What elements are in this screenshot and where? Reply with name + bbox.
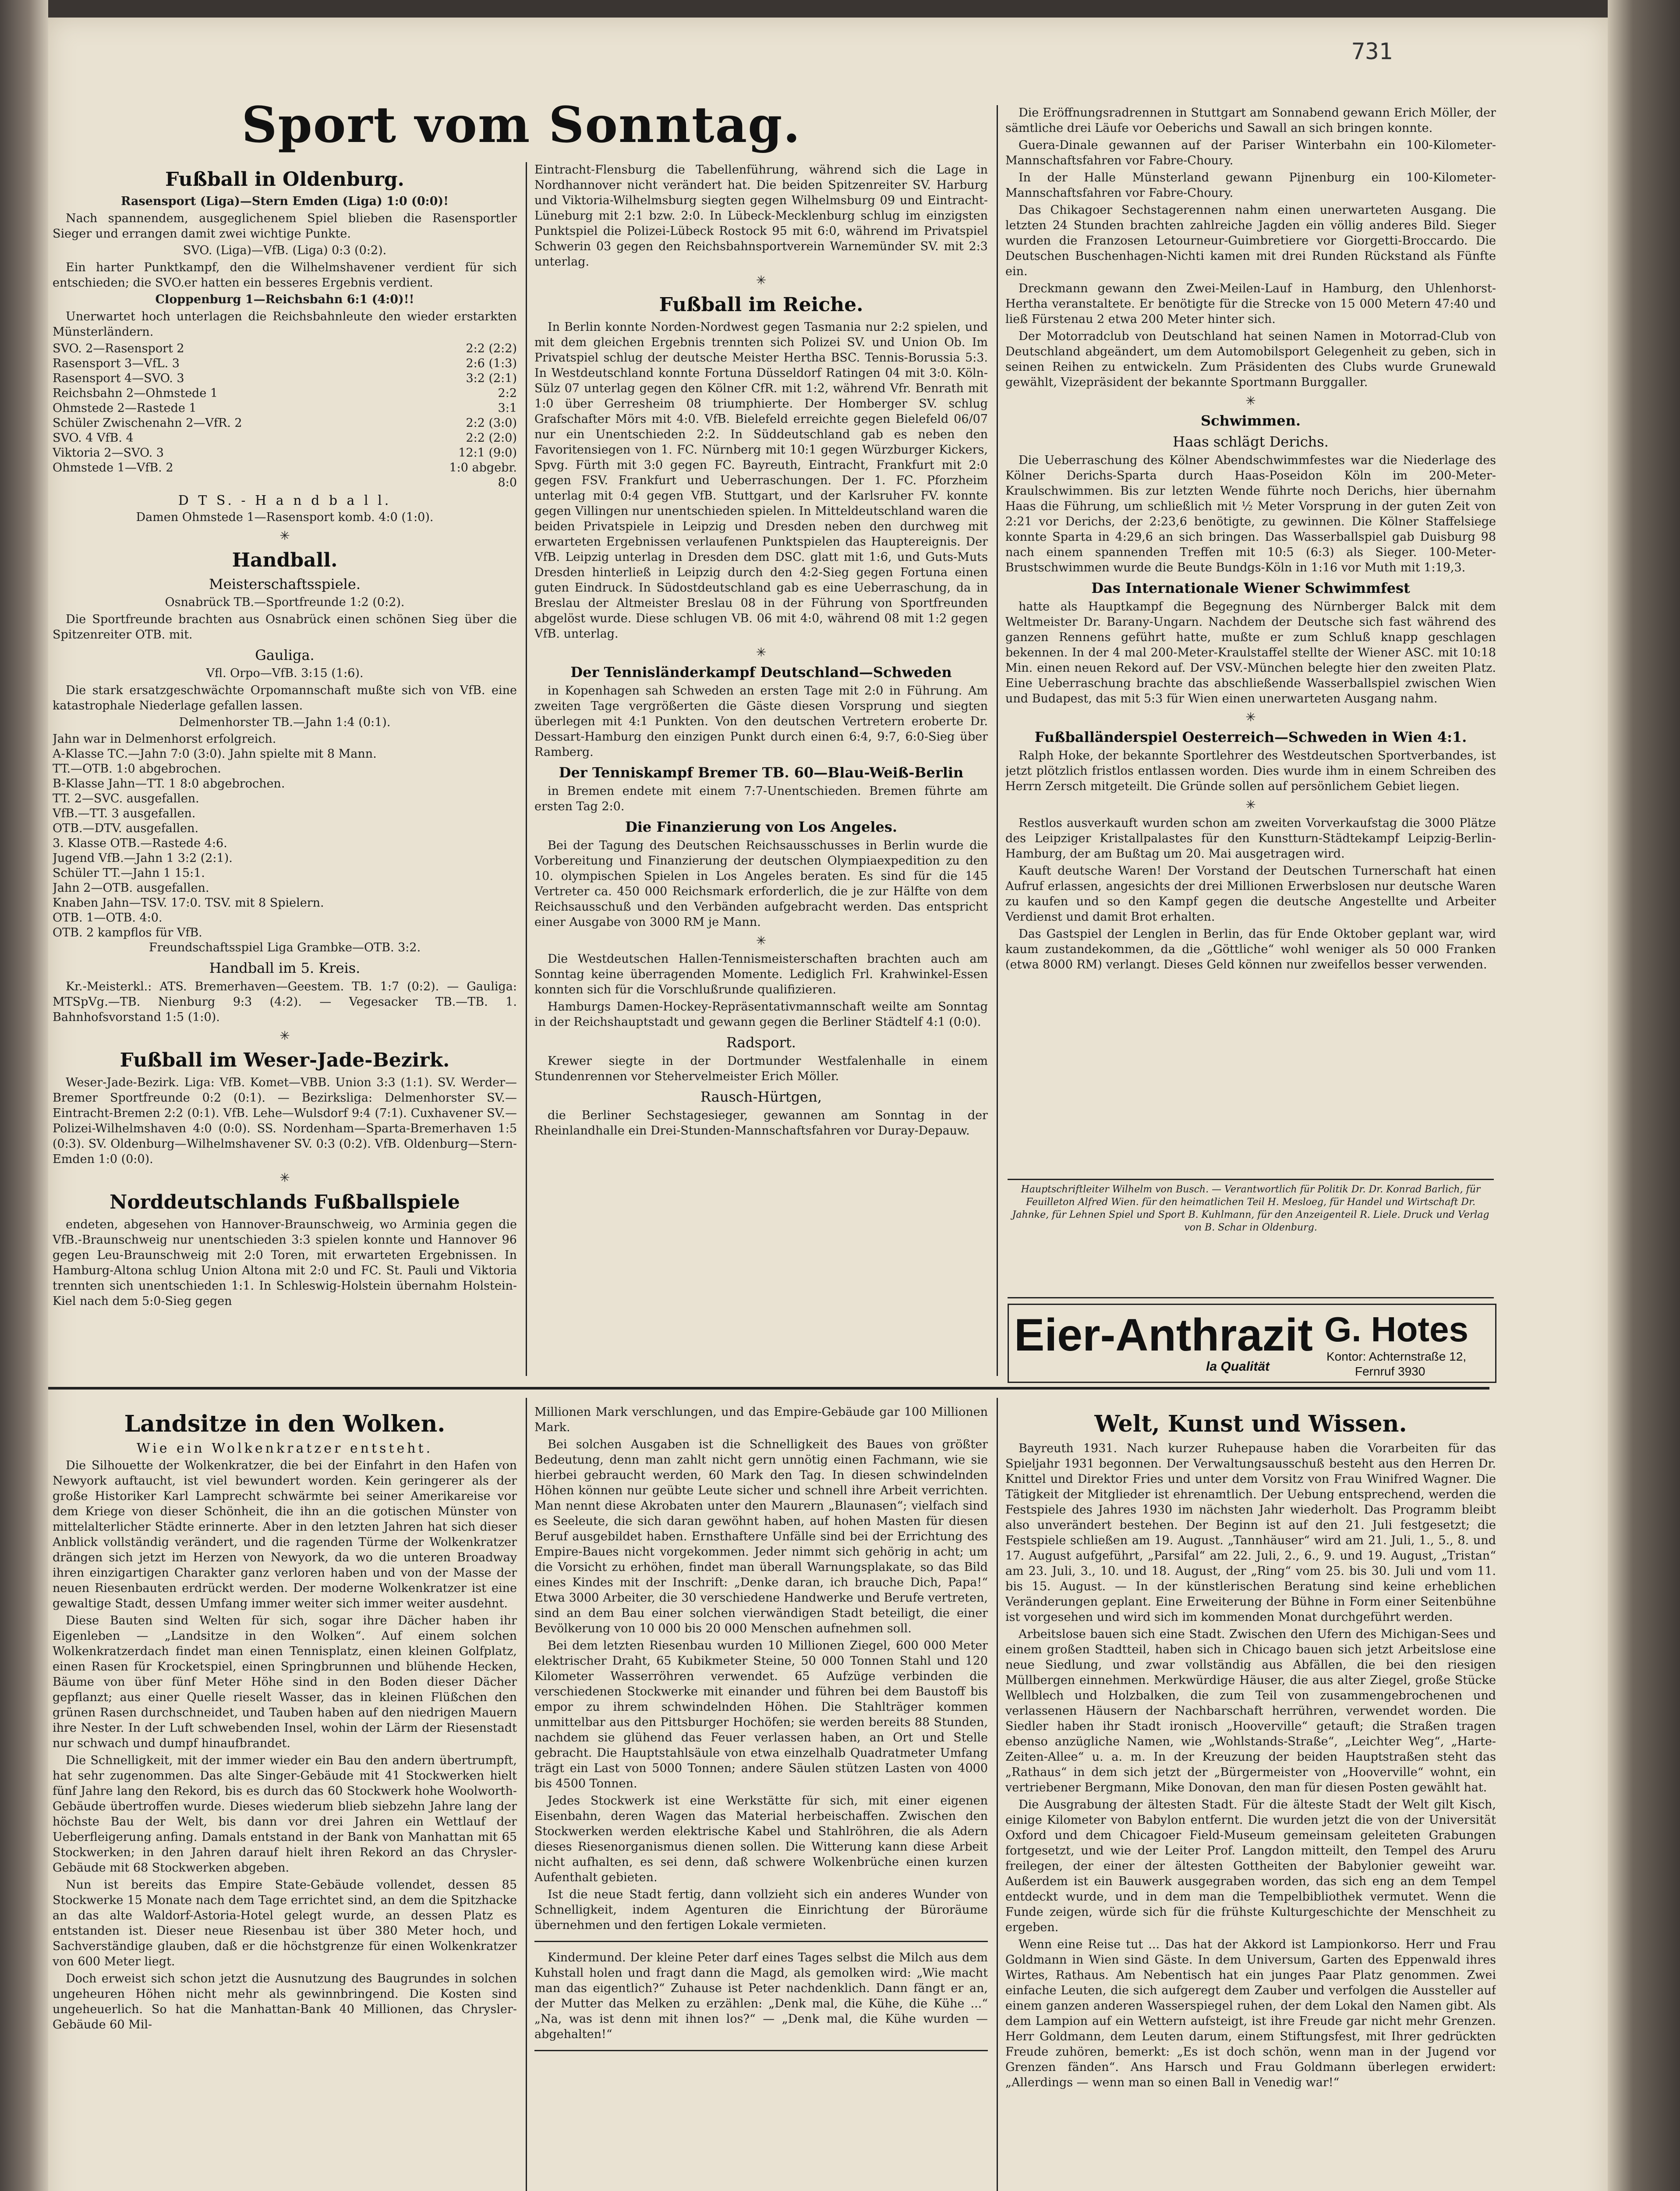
paragraph: Die stark ersatzgeschwächte Orpomannschaft mußte sich von VfB. eine katastrophale Niederlage gefallen lassen. [53,684,517,713]
paragraph: Wenn eine Reise tut ... Das hat der Akkord ist Lampionkorso. Herr und Frau Goldmann in Wien sind Gäste. In dem Universum, Garten des Eppenwald ihres Wirtes, Rathaus. Am Nebentisch hat ein junges Paar Platz genommen. Zwei einfache Leuten, die sich aufgeregt dem Zauber und verfolgen die Aussteller auf einem ganzen anderen Wasserspiegel ruhen, der dem Lokal den Namen gibt. Als dem Lampion auf ein Wettern aufsteigt, ist ihre Freude gar nicht mehr Grenzen. Herr Goldmann, dem Leuten darum, einem Stiftungsfest, mit Ihrer gedrückten Freude zuhören, bemerkt: „Es ist doch schön, wenn man in der Jugend vor Grenzen fänden“. Ans Harsch und Frau Goldmann überlegen erwidert: „Allerdings — wenn man so einen Ball in Venedig war!“ [1005,1938,1496,2089]
paragraph: Nun ist bereits das Empire State-Gebäude vollendet, dessen 85 Stockwerke 15 Monate nach dem Tage errichtet sind, an dem die Spitzhacke an das alte Waldorf-Astoria-Hotel gelegt wurde, an dessen Platz es entstanden ist. Dieser neue Riesenbau ist über 380 Meter hoch, und Sachverständige glauben, daß er die höchstgrenze für einen Wolkenkratzer von 600 Meter liegt. [53,1878,517,1968]
paragraph: Krewer siegte in der Dortmunder Westfalenhalle in einem Stundenrennen vor Stehervelmeister Erich Möller. [534,1054,988,1083]
page-number: 731 [1351,39,1393,65]
table-row: Reichsbahn 2—Ohmstede 1 2:2 [53,386,517,400]
column-rule [526,162,527,1376]
result-line: B-Klasse Jahn—TT. 1 8:0 abgebrochen. [53,777,285,791]
imprint [1008,1183,1494,1293]
result-line: TT. 2—SVC. ausgefallen. [53,792,199,805]
paragraph: Weser-Jade-Bezirk. Liga: VfB. Komet—VBB. Union 3:3 (1:1). SV. Werder—Bremer Sportfreunde 0:2 (0:1). — Bezirksliga: Delmenhorster SV.—Eintracht-Bremen 2:2 (0:1). VfB. Lehe—Wulsdorf 9:4 (7:1). Cuxhavener SV.—Polizei-Wilhelmshaven 4:0 (0:0). SS. Nordenham—Sparta-Bremerhaven 1:5 (0:3). SV. Oldenburg—Wilhelmshavener SV. 0:3 (0:2). VfB. Oldenburg—Stern-Emden 1:0 (0:0). [53,1076,517,1166]
paragraph: Die Silhouette der Wolkenkratzer, die bei der Einfahrt in den Hafen von Newyork auftaucht, ist viel bewundert worden. Kein geringerer als der große Historiker Karl Lamprecht schwärmte bei seiner Amerikareise vor dem Kriege von dieser Schönheit, die ihn an die gotischen Münster von mittelalterlicher Städte erinnerte. Aber in den letzten Jahren hat sich dieser Anblick vollständig verändert, und die ragenden Türme der Wolkenkratzer drängen sich jetzt im Herzen von Newyork, da wo die unteren Broadway ihren einzigartigen Charakter ganz verloren haben und von der Masse der neuen Riesenbauten erdrückt werden. Der moderne Wolkenkratzer ist eine gewaltige Stadt, dessen Umfang immer weiter sich immer weiter ausdehnt. [53,1459,517,1610]
results-table [53,341,517,490]
separator-rule [534,2050,988,2051]
table-row: Ohmstede 1—VfB. 2 1:0 abgebr. [53,461,517,475]
paragraph: endeten, abgesehen von Hannover-Braunschweig, wo Arminia gegen die VfB.-Braunschweig nur unentschieden 3:3 spielen konnte und Hannover 96 gegen Leu-Braunschweig mit 2:0 Toren, mit erwarteten Ergebnissen. In Hamburg-Altona schlug Union Altona mit 2:0 und FC. St. Pauli und Viktoria trennten sich unentschieden 1:1. In Schleswig-Holstein übernahm Holstein-Kiel nach dem 5:0-Sieg gegen [53,1218,517,1308]
paragraph: Jedes Stockwerk ist eine Werkstätte für sich, mit einer eigenen Eisenbahn, deren Wagen das Material herbeischaffen. Zwischen den Stockwerken werden elektrische Kabel und Stahlröhren, die als Adern dieses Riesenorganismus dienen sollen. Die Witterung kann diese Arbeit nicht aufhalten, es sei denn, daß schwere Wolkenbrüche einen kurzen Aufenthalt gebieten. [534,1794,988,1884]
match-result: Delmenhorster TB.—Jahn 1:4 (0:1). [179,716,391,729]
separator-star: ✳ [1245,798,1256,812]
sport-column-1 [53,162,517,1385]
subheading-meisterschaft: Meisterschaftsspiele. [209,576,361,592]
result-line: TT.—OTB. 1:0 abgebrochen. [53,762,221,776]
separator-star: ✳ [1245,394,1256,408]
match-result: Damen Ohmstede 1—Rasensport komb. 4:0 (1:0). [136,511,434,524]
paragraph: Das Chikagoer Sechstagerennen nahm einen unerwarteten Ausgang. Die letzten 24 Stunden brachten zahlreiche Jagden ein völlig anderes Bild. Sieger wurden die Franzosen Letourneur-Guimbretiere vor Giorgetti-Broccardo. Die Deutschen Buschenhagen-Nichti kamen mit drei Runden Rückstand als Fünfte ein. [1005,203,1496,278]
match-result: Vfl. Orpo—VfB. 3:15 (1:6). [206,667,364,680]
result-line: OTB. 1—OTB. 4:0. [53,911,163,925]
subheading-gauliga: Gauliga. [255,647,315,663]
heading-haas-derichs: Haas schlägt Derichs. [1173,433,1329,450]
table-row: Schüler Zwischenahn 2—VfR. 2 2:2 (3:0) [53,416,517,430]
heading-fussball-laenderspiel: Fußballänderspiel Oesterreich—Schweden in Wien 4:1. [1034,729,1467,745]
table-row: SVO. 4 VfB. 4 2:2 (2:0) [53,431,517,445]
separator-star: ✳ [756,933,767,948]
paragraph: die Berliner Sechstagesieger, gewannen am Sonntag in der Rheinlandhalle ein Drei-Stunden-Mannschaftsfahren vor Duray-Depauw. [534,1109,988,1138]
sport-column-2 [534,162,988,1385]
feuilleton-column-3 [1005,1404,1496,2191]
heading-schwimmen: Schwimmen. [1200,412,1301,429]
paragraph: Bei solchen Ausgaben ist die Schnelligkeit des Baues von größter Bedeutung, denn man zahlt nicht gern unnötig einen Fachmann, wie sie hierbei gebraucht werden, 60 Mark den Tag. In diesen schwindelnden Höhen können nur geübte Leute sicher und schnell ihre Arbeit verrichten. Man nennt diese Akrobaten unter den Maurern „Blaunasen“; vielfach sind es Seeleute, die sich daran gewöhnt haben, auf hohen Masten für diesen Beruf ausgebildet haben. Ernsthaftere Unfälle sind bei der Errichtung des Empire-Baues nicht vorgekommen. Jeder nimmt sich gehörig in acht; um die Vorsicht zu erhöhen, findet man überall Warnungsplakate, so das Bild eines Kindes mit der Inschrift: „Denke daran, ich brauche Dich, Papa!“ Etwa 3000 Arbeiter, die 30 verschiedene Handwerke und Berufe vertreten, sind an dem Bau einer solchen vierwändigen Stadt beteiligt, die einer Bevölkerung von 10 000 bis 20 000 Menschen aufnehmen soll. [534,1438,988,1635]
table-row: Ohmstede 2—Rastede 1 3:1 [53,401,517,415]
imprint-rule [1008,1297,1494,1298]
heading-handball: Handball. [232,549,338,571]
article-title: Landsitze in den Wolken. [124,1411,446,1437]
paragraph: Eintracht-Flensburg die Tabellenführung, während sich die Lage in Nordhannover nicht verändert hat. Die beiden Spitzenreiter SV. Harburg und Viktoria-Wilhelmsburg siegten gegen Wilhelmsburg 09 und Eintracht-Lüneburg mit 2:1 bzw. 2:0. In Lübeck-Mecklenburg schlug im einzigsten Punktspiel die Polizei-Lübeck Rostock 95 mit 6:0, während im Privatspiel Schwerin 03 gegen den Reichsbahnsportverein Warnemünder SV. mit 2:3 unterlag. [534,163,988,269]
subheading-dts-handball: D T S. - H a n d b a l l. [178,493,392,508]
heading-norddeutschland: Norddeutschlands Fußballspiele [110,1191,460,1213]
paragraph: Doch erweist sich schon jetzt die Ausnutzung des Baugrundes in solchen ungeheuren Höhen nicht mehr als gewinnbringend. Die Kosten sind ungeheuerlich. So hat die Manhattan-Bank 40 Millionen, das Chrysler-Gebäude 60 Mil- [53,1972,517,2031]
separator-star: ✳ [756,645,767,659]
paragraph: Der Motorradclub von Deutschland hat seinen Namen in Motorrad-Club von Deutschland abgeändert, um dem Automobilsport Gelegenheit zu geben, sich in seinen Reihen zu entwickeln. Zum Präsidenten des Clubs wurde Grunewald gewählt, Vizepräsident der bekannte Sportmann Burggaller. [1005,330,1496,389]
separator-star: ✳ [756,273,767,287]
page-edge-shadow [1608,0,1680,2191]
separator-star: ✳ [1245,710,1256,724]
paragraph: Bei dem letzten Riesenbau wurden 10 Millionen Ziegel, 600 000 Meter elektrischer Draht, 65 Kubikmeter Steine, 50 000 Tonnen Stahl und 120 Kilometer Wasserröhren verwendet. 65 Aufzüge verbinden die verschiedenen Stockwerke mit einander und führen bei dem Baustoff bis empor zu ihrem schwindelnden Höhen. Die Stahlträger kommen unmittelbar aus den Pittsburger Hochöfen; sie werden bereits 88 Stunden, nachdem sie glühend das Feuer verlassen haben, an Ort und Stelle gebracht. Die Hauptstahlsäule von etwa einzelhalb Quadratmeter Umfang trägt ein Last von 5000 Tonnen; andere Säulen stützen Lasten von 4000 bis 4500 Tonnen. [534,1639,988,1790]
paragraph: Nach spannendem, ausgeglichenem Spiel blieben die Rasensportler Sieger und errangen damit zwei wichtige Punkte. [53,212,517,241]
heading-fussball-reich: Fußball im Reiche. [659,294,863,316]
result-line: OTB. 2 kampflos für VfB. [53,926,202,940]
match-result: Cloppenburg 1—Reichsbahn 6:1 (4:0)!! [155,293,414,306]
result-line: Knaben Jahn—TSV. 17:0. TSV. mit 8 Spielern. [53,896,324,910]
separator-star: ✳ [279,1028,290,1043]
sport-column-3 [1005,105,1496,1174]
separator-rule [534,1941,988,1942]
table-row: SVO. 2—Rasensport 2 2:2 (2:2) [53,342,517,355]
column-rule [997,1398,998,2191]
ad-phone: Fernruf 3930 [1355,1365,1425,1378]
advertisement-eier-anthrazit [1008,1304,1496,1383]
heading-finanzierung: Die Finanzierung von Los Angeles. [625,819,897,835]
paragraph: Kr.-Meisterkl.: ATS. Bremerhaven—Geestem. TB. 1:7 (0:2). — Gauliga: MTSpVg.—TB. Nienburg 9:3 (4:2). — Vegesacker TB.—TB. 1. Bahnhofsvorstand 1:5 (1:0). [53,980,517,1024]
paragraph: Bei der Tagung des Deutschen Reichsausschusses in Berlin wurde die Vorbereitung und Finanzierung der deutschen Olympiaexpedition zu den 10. olympischen Spielen in Los Angeles beraten. Es sind für die 145 Vertreter ca. 450 000 Reichsmark erforderlich, die je zur Hälfte von dem Reichsausschuß und den Verbänden aufgebracht werden. Das entspricht einer Ausgabe von 3000 RM je Mann. [534,839,988,929]
newspaper-page [48,18,1608,2191]
paragraph: Die Schnelligkeit, mit der immer wieder ein Bau den andern übertrumpft, hat sehr zugenommen. Das alte Singer-Gebäude mit 41 Stockwerken hielt fünf Jahre lang den Rekord, bis es durch das 60 Stockwerk hohe Woolworth-Gebäude übertroffen wurde. Dieses wiederum blieb siebzehn Jahre lang der höchste Bau der Welt, bis dann vor drei Jahren ein Wettlauf der Ueberfleigerung anfing. Damals entstand in der Bank von Manhattan mit 65 Stockwerken; in den Jahren darauf hielt ihren Rekord an das Chrysler-Gebäude mit 68 Stockwerken abgeben. [53,1754,517,1875]
ad-title: Eier-Anthrazit [1014,1310,1313,1361]
paragraph: Die Eröffnungsradrennen in Stuttgart am Sonnabend gewann Erich Möller, der sämtliche drei Läufe vor Oeberichs und Sawall an sich bringen konnte. [1005,106,1496,135]
table-row: Viktoria 2—SVO. 3 12:1 (9:0) [53,446,517,460]
paragraph: Hamburgs Damen-Hockey-Repräsentativmannschaft weilte am Sonntag in der Reichshauptstadt und gewann gegen die Berliner Städtelf 4:1 (0:0). [534,1000,988,1029]
column-rule [997,105,998,1376]
paragraph: Ein harter Punktkampf, den die Wilhelmshavener verdient für sich entschieden; die SVO.er hatten ein besseres Ergebnis verdient. [53,261,517,290]
result-line: 3. Klasse OTB.—Rastede 4:6. [53,837,227,850]
paragraph: Restlos ausverkauft wurden schon am zweiten Vorverkaufstag die 3000 Plätze des Leipziger Kristallpalastes für den Kunstturn-Städtekampf Leipzig-Berlin-Hamburg, der am Bußtag um 20. Mai ausgetragen wird. [1005,816,1496,861]
paragraph: Ist die neue Stadt fertig, dann vollzieht sich ein anderes Wunder von Schnelligkeit, indem Agenturen die Einrichtung der Büroräume übernehmen und den fertigen Lokale vermieten. [534,1888,988,1932]
heading-weser-jade: Fußball im Weser-Jade-Bezirk. [120,1049,450,1071]
table-row: 8:0 [498,476,517,489]
table-row: Rasensport 3—VfL. 3 2:6 (1:3) [53,357,517,370]
article-subtitle: Wie ein Wolkenkratzer entsteht. [136,1441,433,1456]
result-line: OTB.—DTV. ausgefallen. [53,822,199,835]
heading-radsport: Radsport. [726,1034,796,1051]
result-line: Jugend VfB.—Jahn 1 3:2 (2:1). [53,851,233,865]
separator-star: ✳ [279,528,290,543]
paragraph: Unerwartet hoch unterlagen die Reichsbahnleute den wieder erstarkten Münsterländern. [53,310,517,339]
ad-quality: la Qualität [1206,1359,1270,1374]
imprint-text: Hauptschriftleiter Wilhelm von Busch. — Verantwortlich für Politik Dr. Dr. Konrad Barlich, für Feuilleton Alfred Wien. für den heimatlichen Teil H. Mesloeg, für Handel und Wirtschaft Dr. Jahnke, für Lehnen Spiel und Sport B. Kuhlmann, für den Anzeigenteil R. Liele. Druck und Verlag von B. Schar in Oldenburg. [1012,1184,1489,1233]
heading-tenniskampf-bremen: Der Tenniskampf Bremer TB. 60—Blau-Weiß-Berlin [559,764,964,781]
paragraph: In Berlin konnte Norden-Nordwest gegen Tasmania nur 2:2 spielen, und mit dem gleichen Ergebnis trennten sich Polizei SV. und Union Ob. Im Privatspiel schlug der deutsche Meister Hertha BSC. Tennis-Borussia 5:3. In Westdeutschland konnte Fortuna Düsseldorf Ratingen 04 mit 3:0. Köln-Sülz 07 unterlag gegen den Kölner CfR. mit 1:2, während Vfr. Benrath mit 1:0 über Gerresheim 08 triumphierte. Der Homberger SV. schlug Grafschafter Mörs mit 4:0. VfB. Bielefeld erreichte gegen Bielefeld 06/07 nur ein Unentschieden 2:2. In Süddeutschland gab es neben den Favoritensiegen von 1. FC. Nürnberg mit 10:1 gegen Würzburger Kickers, Spvg. Fürth mit 3:0 gegen FC. Bayreuth, Eintracht, Frankfurt mit 2:0 gegen FSV. Frankfurt und Ueberraschungen. Der 1. FC. Pforzheim unterlag mit 0:4 gegen VfB. Stuttgart, und der Karlsruher FV. konnte gegen Villingen nur unentschieden spielen. In Mitteldeutschland waren die beiden Privatspiele in Leipzig und Dresden neben den durchweg mit erwarteten Ergebnissen verlaufenen Punktspielen das Hauptereignis. Der VfB. Leipzig unterlag in Dresden dem DSC. glatt mit 1:6, und Guts-Muts Dresden hinterließ in Leipzig durch den 4:2-Sieg gegen Fortuna einen guten Eindruck. In Südostdeutschland gab es eine Ueberraschung, da in Breslau der Altmeister Breslau 08 in der Führung von Sportfreunden abgelöst wurde. Diese schlugen VB. 06 mit 4:0, während 08 mit 1:2 gegen VfB. unterlag. [534,320,988,641]
ad-firm: G. Hotes [1324,1310,1468,1349]
separator-star: ✳ [279,1170,290,1185]
result-line: Jahn war in Delmenhorst erfolgreich. [53,732,276,746]
column-rule [526,1398,527,2191]
heading-wiener-schwimmfest: Das Internationale Wiener Schwimmfest [1091,580,1410,596]
heading-rausch-huertgen: Rausch-Hürtgen, [700,1088,822,1105]
heading-fussball-oldenburg: Fußball in Oldenburg. [165,168,404,191]
paragraph: Das Gastspiel der Lenglen in Berlin, das für Ende Oktober geplant war, wird kaum zustandekommen, da die „Göttliche“ wohl weniger als 50 000 Franken (etwa 8000 RM) verlangt. Dieses Geld können nur zweifellos besser verwenden. [1005,927,1496,971]
paragraph: Kindermund. Der kleine Peter darf eines Tages selbst die Milch aus dem Kuhstall holen und fragt dann die Magd, als gemolken wird: „Wie macht man das eigentlich?“ Zuhause ist Peter nachdenklich. Dann fängt er an, der Mutter das Melken zu erzählen: „Denk mal, die Kühe, die Kühe ...“ „Na, was ist denn mit ihnen los?“ — „Denk mal, die Kühe wurden — abgehalten!“ [534,1951,988,2041]
paragraph: Die Westdeutschen Hallen-Tennismeisterschaften brachten auch am Sonntag keine überragenden Momente. Lediglich Frl. Krahwinkel-Essen konnten sich für die Vorschlußrunde qualifizieren. [534,952,988,996]
paragraph: Die Ueberraschung des Kölner Abendschwimmfestes war die Niederlage des Kölner Derichs-Sparta durch Haas-Poseidon Köln im 200-Meter-Kraulschwimmen. Bis zur letzten Wende führte noch Derichs, hier übernahm Haas die Führung, um schließlich mit ½ Meter Vorsprung in der guten Zeit von 2:21 vor Derichs, der 2:23,6 benötigte, zu gewinnen. Die Kölner Staffelsiege konnte Sparta in 4:29,6 an sich bringen. Das Wasserballspiel gab Duisburg 98 nach einem spannenden Treffen mit 10:5 (6:3) als Sieger. 100-Meter-Brustschwimmen wurde die Beute Bundgs-Köln in 1:16 vor Muth mit 1:19,3. [1005,454,1496,574]
sport-section-title: Sport vom Sonntag. [241,96,801,154]
paragraph: In der Halle Münsterland gewann Pijnenburg ein 100-Kilometer-Mannschaftsfahren vor Fabre-Choury. [1005,171,1496,200]
section-divider [48,1387,1489,1390]
ad-address: Kontor: Achternstraße 12, [1326,1350,1467,1363]
paragraph: Die Ausgrabung der ältesten Stadt. Für die älteste Stadt der Welt gilt Kisch, einige Kilometer von Babylon entfernt. Die wurden jetzt die von der Universität Oxford und dem Chicagoer Field-Museum gemeinsam geleiteten Grabungen fortgesetzt, und wie der Leiter Prof. Langdon mitteilt, den Tempel des Aruru freilegen, der einer der ältesten Gottheiten der Babylonier geweiht war. Außerdem ist ein Bauwerk ausgegraben worden, das sich eng an dem Tempel entdeckt wurde, und in dem man die Tempelbibliothek vermutet. Wenn die Funde zeigen, würde sich für die frühste Kulturgeschichte der Menschheit zu ergeben. [1005,1798,1496,1934]
paragraph: Ralph Hoke, der bekannte Sportlehrer des Westdeutschen Sportverbandes, ist jetzt plötzlich fristlos entlassen worden. Dies wurde ihm in einem Schreiben des Herrn Zersch mitgeteilt. Die Gründe sollen auf persönlichem Gebiet liegen. [1005,749,1496,793]
match-result: Rasensport (Liga)—Stern Emden (Liga) 1:0 (0:0)! [121,195,449,208]
paragraph: Dreckmann gewann den Zwei-Meilen-Lauf in Hamburg, den Uhlenhorst-Hertha veranstaltete. Er benötigte für die Strecke von 15 000 Metern 47:40 und ließ Fürstenau 2 etwa 200 Meter hinter sich. [1005,282,1496,326]
paragraph: Diese Bauten sind Welten für sich, sogar ihre Dächer haben ihr Eigenleben — „Landsitze in den Wolken“. Auf einem solchen Wolkenkratzerdach findet man einen Tennisplatz, einen kleinen Golfplatz, einen Rasen für Krocketspiel, einen Springbrunnen und blühende Hecken, Bäume von über fünf Meter Höhe sind in den Boden dieser Dächer gepflanzt; aus einer Quelle rieselt Wasser, das in kleinen Flüßchen den grünen Rasen durchschneidet, und Tauben haben auf den niedrigen Mauern ihre Nester. In der Luft schwebenden Insel, wohin der Lärm der Riesenstadt nur schwach und dumpf hinaufbrandet. [53,1614,517,1750]
subheading-handball-kreis: Handball im 5. Kreis. [209,960,361,976]
feuilleton-column-1 [53,1404,517,2191]
article-title: Welt, Kunst und Wissen. [1094,1411,1407,1437]
paragraph: Guera-Dinale gewannen auf der Pariser Winterbahn ein 100-Kilometer-Mannschaftsfahren vor Fabre-Choury. [1005,138,1496,167]
book-spine-shadow [0,0,48,2191]
paragraph: in Kopenhagen sah Schweden an ersten Tage mit 2:0 in Führung. Am zweiten Tage vergrößerten die Gäste diesen Vorsprung und siegten überlegen mit 4:1 Punkten. Von den deutschen Vertretern eroberte Dr. Dessart-Hamburg den einzigen Punkt durch einen 6:4, 9:7, 6:0-Sieg über Ramberg. [534,684,988,759]
paragraph: Arbeitslose bauen sich eine Stadt. Zwischen den Ufern des Michigan-Sees und einem großen Stadtteil, haben sich in Chicago bauen sich jetzt Arbeitslose eine neue Siedlung, und zwar vollständig aus Abfällen, die bei den riesigen Müllbergen einnehmen. Merkwürdige Häuser, die aus alter Ziegel, große Stücke Wellblech und Holzbalken, die zum Teil von zusammengebrochenen und verlassenen Häusern der Nachbarschaft herrühren, verwendet worden. Die Siedler haben ihr Stadt ironisch „Hooverville“ getauft; die Straßen tragen ebenso anzügliche Namen, wie „Wohlstands-Straße“, „Leichter Weg“, „Harte-Zeiten-Allee“ u. a. m. In der Kreuzung der beiden Hauptstraßen steht das „Rathaus“ in dem sich jetzt der „Bürgermeister von „Hooverville“ wohnt, ein vertriebener Bergmann, Mike Donovan, den man für diesen Posten gewählt hat. [1005,1627,1496,1794]
match-result: Freundschaftsspiel Liga Grambke—OTB. 3:2. [149,941,421,954]
paragraph: Bayreuth 1931. Nach kurzer Ruhepause haben die Vorarbeiten für das Spieljahr 1931 begonnen. Der Verwaltungsausschuß besteht aus den Herren Dr. Knittel und Direktor Fries und unter dem Vorsitz von Frau Winifred Wagner. Die Tätigkeit der Mitglieder ist ehrenamtlich. Der Uebung entsprechend, werden die Festspiele des Jahres 1930 im nächsten Jahr wiederholt. Das Programm bleibt also unverändert bestehen. Der Beginn ist auf den 21. Juli festgesetzt; die Festspiele schließen am 19. August. „Tannhäuser“ wird am 21. Juli, 1., 5., 8. und 17. August aufgeführt, „Parsifal“ am 22. Juli, 2., 6., 9. und 19. August, „Tristan“ am 23. Juli, 3., 10. und 18. August, der „Ring“ vom 25. bis 30. Juli und vom 11. bis 15. August. — In der künstlerischen Beratung sind keine erheblichen Veränderungen geplant. Eine Erweiterung der Bühne in Form einer Seitenbühne ist vorgesehen und wird sich im kommenden Monat durchgeführt werden. [1005,1442,1496,1624]
heading-tennis-laenderkampf: Der Tennisländerkampf Deutschland—Schweden [570,664,952,681]
table-row: Rasensport 4—SVO. 3 3:2 (2:1) [53,372,517,385]
result-line: Jahn 2—OTB. ausgefallen. [53,881,209,895]
paragraph: Millionen Mark verschlungen, und das Empire-Gebäude gar 100 Millionen Mark. [534,1405,988,1434]
result-line: Schüler TT.—Jahn 1 15:1. [53,866,205,880]
paragraph: Kauft deutsche Waren! Der Vorstand der Deutschen Turnerschaft hat einen Aufruf erlassen, angesichts der drei Millionen Erwerbslosen nur deutsche Waren zu kaufen und so den Kampf gegen die deutsche Angestellte und Arbeiter Verdienst und damit Brot erhalten. [1005,864,1496,924]
feuilleton-column-2 [534,1404,988,2191]
paragraph: hatte als Hauptkampf die Begegnung des Nürnberger Balck mit dem Weltmeister Dr. Barany-Ungarn. Nachdem der Deutsche sich fast während des ganzen Rennens geführt hatte, mußte er zum Schluß knapp geschlagen bekennen. In der 4 mal 200-Meter-Kraulstaffel stellte der Wiener ASC. mit 10:18 Min. einen neuen Rekord auf. Der VSV.-München belegte hier den zweiten Platz. Eine Ueberraschung brachte das abschließende Wasserballspiel zwischen Wien und Budapest, das mit 5:3 für Wien einen unerwarteten Ausgang nahm. [1005,600,1496,706]
result-line: A-Klasse TC.—Jahn 7:0 (3:0). Jahn spielte mit 8 Mann. [53,747,377,761]
paragraph: in Bremen endete mit einem 7:7-Unentschieden. Bremen führte am ersten Tag 2:0. [534,784,988,813]
match-result: SVO. (Liga)—VfB. (Liga) 0:3 (0:2). [183,244,387,257]
result-line: VfB.—TT. 3 ausgefallen. [53,807,196,820]
imprint-rule [1008,1179,1494,1180]
match-result: Osnabrück TB.—Sportfreunde 1:2 (0:2). [165,596,405,609]
paragraph: Die Sportfreunde brachten aus Osnabrück einen schönen Sieg über die Spitzenreiter OTB. mit. [53,613,517,642]
